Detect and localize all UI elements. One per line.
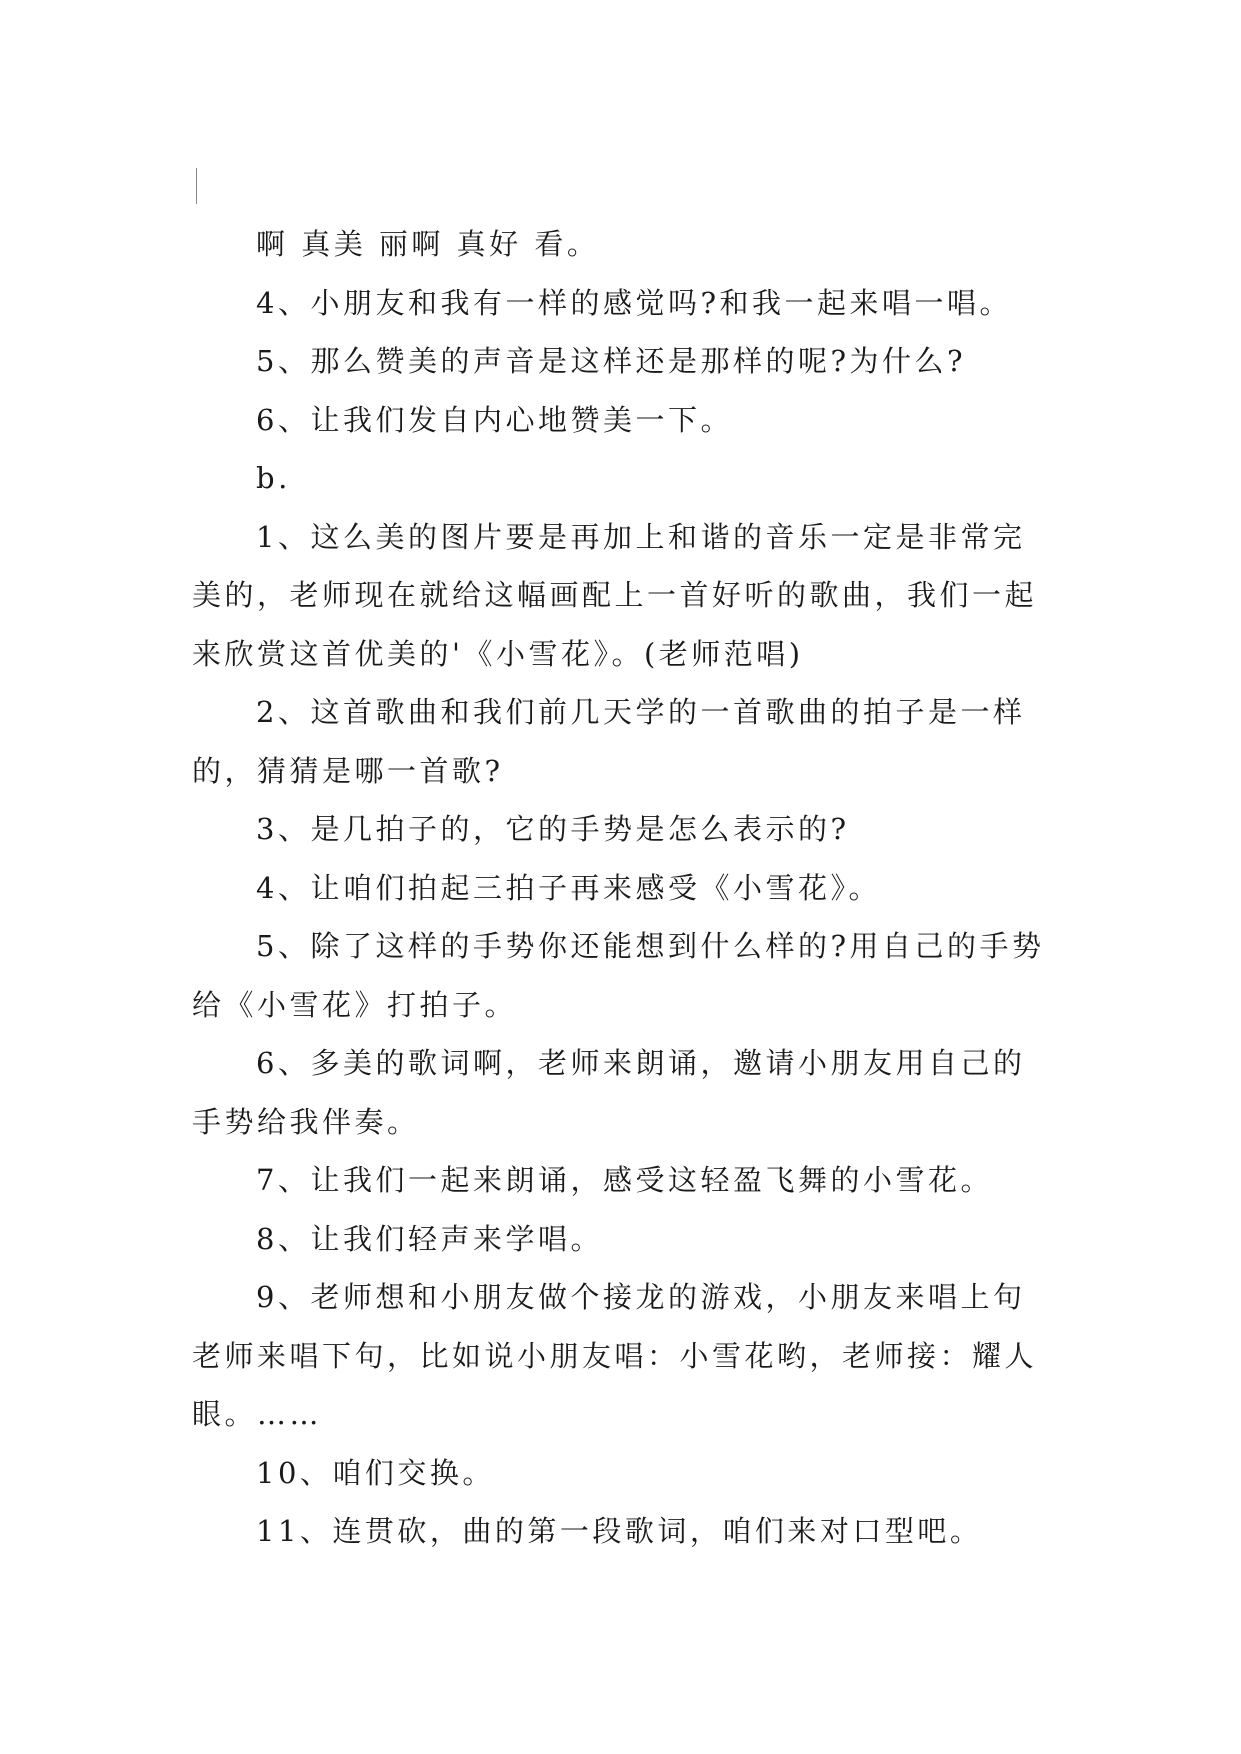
document-body — [192, 215, 1052, 1561]
paragraph: 4、让咱们拍起三拍子再来感受《小雪花》。 — [256, 870, 881, 905]
paragraph: 5、除了这样的手势你还能想到什么样的?用自己的手势给《小雪花》打拍子。 — [192, 929, 1045, 1022]
paragraph: 6、让我们发自内心地赞美一下。 — [256, 402, 733, 437]
paragraph: 10、咱们交换。 — [256, 1455, 495, 1490]
paragraph: 啊 真美 丽啊 真好 看。 — [256, 227, 600, 261]
paragraph: 2、这首歌曲和我们前几天学的一首歌曲的拍子是一样的，猜猜是哪一首歌? — [192, 695, 1026, 788]
paragraph: 9、老师想和小朋友做个接龙的游戏，小朋友来唱上句老师来唱下句，比如说小朋友唱：小雪花哟，老师接：耀人眼。…… — [192, 1280, 1038, 1431]
paragraph: 6、多美的歌词啊，老师来朗诵，邀请小朋友用自己的手势给我伴奏。 — [192, 1046, 1026, 1139]
paragraph: 3、是几拍子的，它的手势是怎么表示的? — [256, 812, 850, 846]
paragraph: 4、小朋友和我有一样的感觉吗?和我一起来唱一唱。 — [256, 285, 1012, 320]
paragraph: 11、连贯砍，曲的第一段歌词，咱们来对口型吧。 — [256, 1514, 983, 1548]
paragraph: 1、这么美的图片要是再加上和谐的音乐一定是非常完美的，老师现在就给这幅画配上一首好听的歌曲，我们一起来欣赏这首优美的'《小雪花》。(老师范唱) — [192, 519, 1038, 671]
text-cursor-mark — [196, 168, 197, 204]
paragraph: 8、让我们轻声来学唱。 — [256, 1221, 603, 1256]
paragraph: 7、让我们一起来朗诵，感受这轻盈飞舞的小雪花。 — [256, 1163, 993, 1197]
paragraph: b. — [256, 461, 291, 495]
paragraph: 5、那么赞美的声音是这样还是那样的呢?为什么? — [256, 344, 967, 378]
